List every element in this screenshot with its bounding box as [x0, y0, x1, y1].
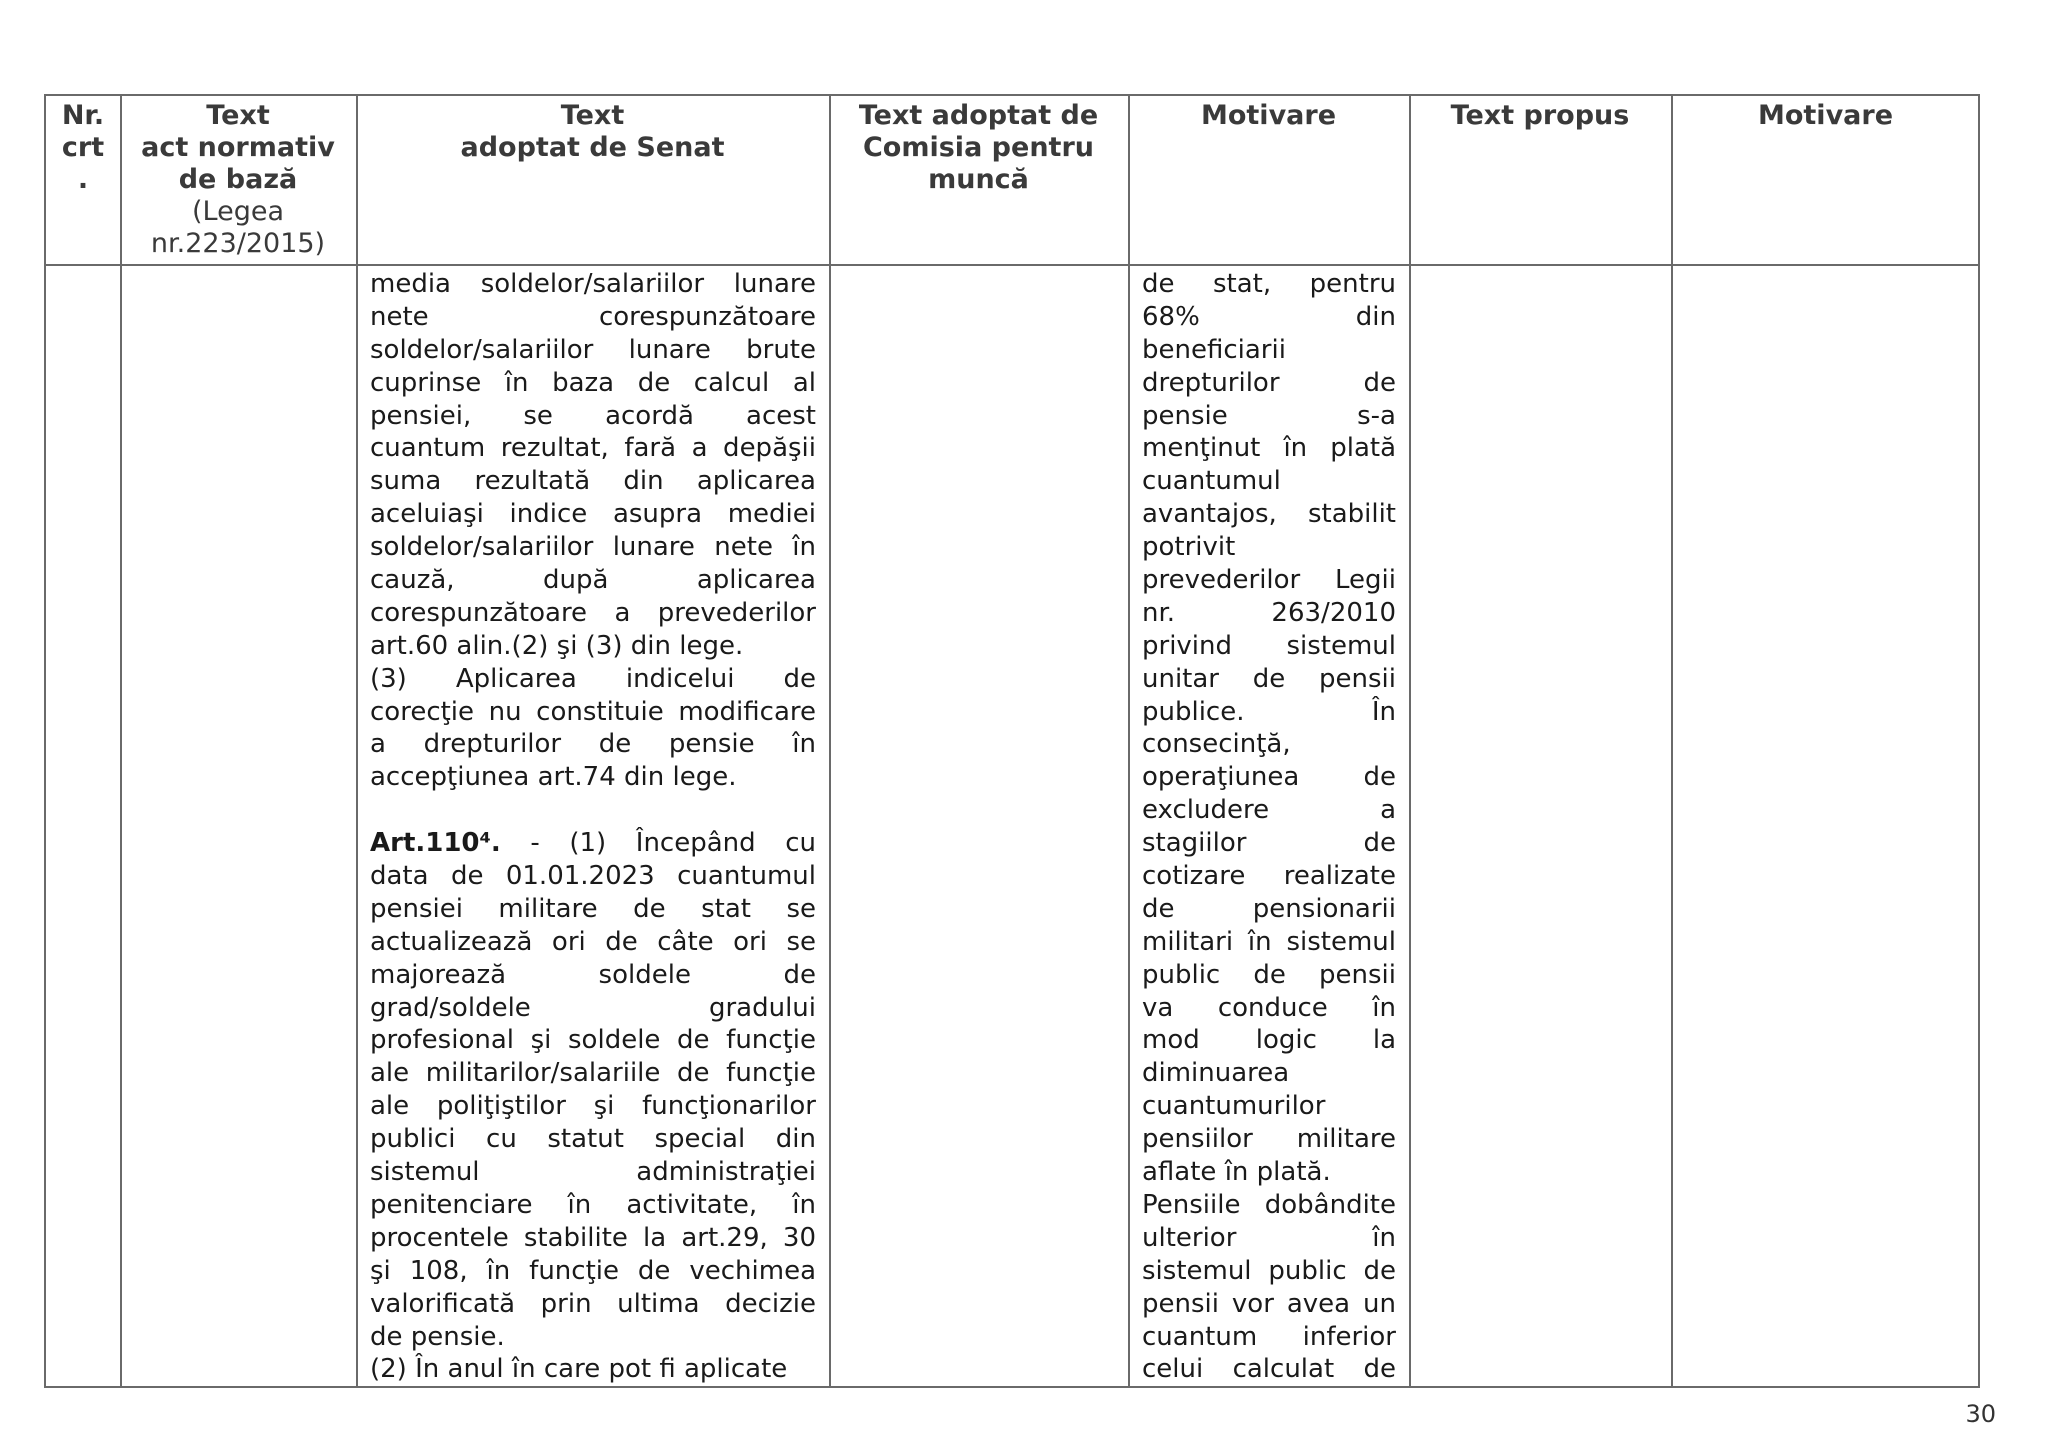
text-line: public de pensii	[1142, 959, 1396, 990]
header-line: Text	[560, 100, 625, 131]
header-motivare-2	[1671, 96, 1980, 264]
text-line: stagiilor de	[1142, 828, 1396, 859]
text-line: (2) În anul în care pot fi aplicate	[370, 1354, 788, 1385]
text-line: majorează soldele de	[370, 959, 816, 990]
page-number: 30	[1965, 1400, 1996, 1428]
text-line: media soldelor/salariilor lunare	[370, 269, 816, 299]
text-line: celui calculat de	[1142, 1354, 1396, 1385]
column-divider	[120, 96, 122, 1386]
text-line: procentele stabilite la art.29, 30	[370, 1222, 816, 1253]
header-line: muncă	[928, 164, 1029, 195]
text-line: ulterior în	[1142, 1222, 1396, 1253]
text-line: corespunzătoare a prevederilor	[370, 597, 816, 628]
header-line: de bază	[178, 164, 298, 195]
text-line: de pensie.	[370, 1321, 505, 1352]
senat-text-column	[370, 268, 816, 1386]
comparison-table	[44, 94, 1980, 1388]
text-line: ale poliţiştilor şi funcţionarilor	[370, 1091, 816, 1122]
header-comisia-munca	[829, 96, 1128, 264]
header-motivare	[1128, 96, 1409, 264]
header-line: .	[77, 164, 89, 195]
text-line: soldelor/salariilor lunare nete în	[370, 532, 816, 563]
text-line: pensii vor avea un	[1142, 1288, 1396, 1319]
text-line: consecinţă,	[1142, 729, 1291, 760]
text-line: pensiei, se acordă acest	[370, 400, 816, 431]
text-line: grad/soldele gradului	[370, 992, 816, 1023]
text-line: cauză, după aplicarea	[370, 565, 816, 596]
header-line: adoptat de Senat	[460, 132, 725, 163]
text-line: beneficiarii	[1142, 334, 1286, 365]
header-line: (Legea	[191, 196, 284, 227]
article-first-line: - (1) Începând cu	[500, 828, 816, 859]
text-line: diminuarea	[1142, 1058, 1290, 1089]
text-line: nr. 263/2010	[1142, 597, 1396, 628]
text-line: Pensiile dobândite	[1142, 1189, 1396, 1220]
text-line: cuantumul	[1142, 466, 1281, 497]
text-line: accepţiunea art.74 din lege.	[370, 762, 737, 793]
text-line: valorificată prin ultima decizie	[370, 1288, 816, 1319]
text-line: prevederilor Legii	[1142, 565, 1396, 596]
text-line: pensiei militare de stat se	[370, 893, 816, 924]
text-line: cotizare realizate	[1142, 861, 1396, 892]
column-divider	[356, 96, 358, 1386]
column-divider	[1128, 96, 1130, 1386]
text-line: excludere a	[1142, 795, 1396, 826]
text-line: avantajos, stabilit	[1142, 499, 1396, 530]
text-line: profesional şi soldele de funcţie	[370, 1025, 816, 1056]
article-heading-line	[370, 827, 816, 860]
text-line: cuantum inferior	[1142, 1321, 1396, 1352]
header-nr-crt	[46, 96, 120, 264]
text-line: sistemul administraţiei	[370, 1157, 816, 1188]
paragraph-gap	[370, 794, 816, 827]
text-line: soldelor/salariilor lunare brute	[370, 334, 816, 365]
header-line: Text	[206, 100, 270, 131]
text-line: 68% din	[1142, 301, 1396, 332]
header-line: Text adoptat de	[858, 100, 1099, 131]
text-line: actualizează ori de câte ori se	[370, 926, 816, 957]
text-line: (3) Aplicarea indicelui de	[370, 663, 816, 694]
text-line: art.60 alin.(2) şi (3) din lege.	[370, 630, 744, 661]
header-line: Text propus	[1450, 100, 1630, 131]
text-line: menţinut în plată	[1142, 433, 1396, 464]
text-line: publici cu statut special din	[370, 1124, 816, 1155]
text-line: aceluiaşi indice asupra mediei	[370, 499, 816, 530]
text-line: potrivit	[1142, 532, 1236, 563]
header-line: crt	[61, 132, 105, 163]
text-line: unitar de pensii	[1142, 663, 1396, 694]
text-line: aflate în plată.	[1142, 1157, 1331, 1188]
header-line: Nr.	[61, 100, 105, 131]
text-line: şi 108, în funcţie de vechimea	[370, 1255, 816, 1286]
text-line: cuprinse în baza de calcul al	[370, 367, 816, 398]
text-line: nete corespunzătoare	[370, 301, 816, 332]
text-line: de stat, pentru	[1142, 269, 1396, 299]
text-line: privind sistemul	[1142, 630, 1396, 661]
header-line: Comisia pentru	[862, 132, 1094, 163]
text-line: pensiilor militare	[1142, 1124, 1396, 1155]
text-line: a drepturilor de pensie în	[370, 729, 816, 760]
text-line: ale militarilor/salariile de funcţie	[370, 1058, 816, 1089]
header-line: act normativ	[141, 132, 335, 163]
header-text-propus	[1409, 96, 1671, 264]
text-line: militari în sistemul	[1142, 926, 1396, 957]
header-line: Motivare	[1757, 100, 1894, 131]
header-adoptat-senat	[356, 96, 829, 264]
header-line: Motivare	[1200, 100, 1337, 131]
text-line: cuantumurilor	[1142, 1091, 1326, 1122]
text-line: data de 01.01.2023 cuantumul	[370, 861, 816, 892]
text-line: publice. În	[1142, 696, 1396, 727]
text-line: de pensionarii	[1142, 893, 1396, 924]
text-line: drepturilor de	[1142, 367, 1396, 398]
text-line: pensie s-a	[1142, 400, 1396, 431]
article-title: Art.110⁴.	[370, 828, 501, 859]
text-line: cuantum rezultat, fară a depăşii	[370, 433, 816, 464]
header-act-normativ	[120, 96, 356, 264]
column-divider	[1671, 96, 1673, 1386]
text-line: penitenciare în activitate, în	[370, 1189, 816, 1220]
motivare-text-column	[1142, 268, 1396, 1386]
text-line: corecţie nu constituie modificare	[370, 696, 816, 727]
text-line: va conduce în	[1142, 992, 1396, 1023]
column-divider	[829, 96, 831, 1386]
text-line: mod logic la	[1142, 1025, 1396, 1056]
text-line: operaţiunea de	[1142, 762, 1396, 793]
text-line: sistemul public de	[1142, 1255, 1396, 1286]
header-line: nr.223/2015)	[150, 228, 326, 259]
text-line: suma rezultată din aplicarea	[370, 466, 816, 497]
header-divider	[46, 264, 1978, 266]
column-divider	[1409, 96, 1411, 1386]
